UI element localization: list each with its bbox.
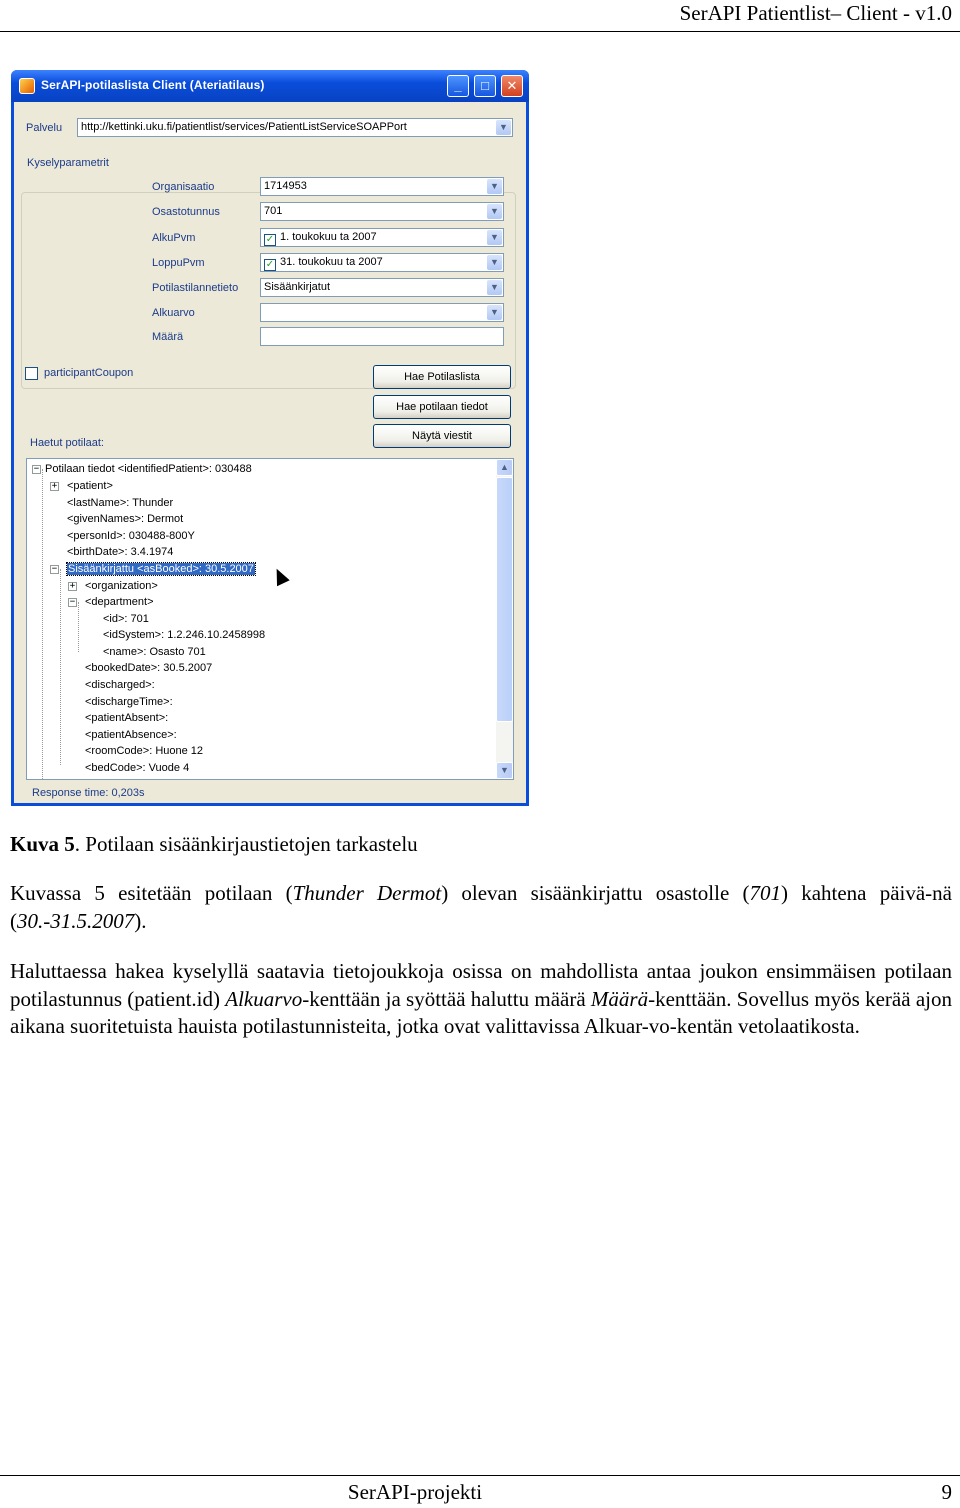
tree-node-birth-date[interactable]: [67, 544, 173, 560]
paragraph-1-text: ) kahtena päivä-nä (: [10, 881, 952, 933]
collapse-icon[interactable]: −: [69, 597, 76, 607]
organisaatio-combo[interactable]: [260, 177, 504, 196]
expand-icon[interactable]: +: [51, 481, 58, 491]
collapse-icon[interactable]: −: [33, 464, 40, 474]
osastotunnus-label: Osastotunnus: [152, 206, 220, 218]
participant-coupon-label: participantCoupon: [44, 367, 134, 379]
paragraph-2-alkuarvo: Alkuarvo: [225, 986, 303, 1011]
paragraph-1-text: ) olevan sisäänkirjattu osastolle (: [441, 881, 750, 905]
tree-node-text: <roomCode>: Huone 12: [85, 745, 204, 757]
scroll-up-icon[interactable]: ▲: [496, 459, 513, 476]
loppupvm-datepicker[interactable]: [260, 253, 504, 272]
results-label: Haetut potilaat:: [30, 437, 104, 449]
service-url-value: http://kettinki.uku.fi/patientlist/services/PatientListServiceSOAPPort: [81, 121, 407, 133]
tree-node-organization[interactable]: [67, 578, 158, 594]
tree-node-text: <givenNames>: Dermot: [67, 513, 184, 525]
tree-node-id-system[interactable]: [103, 627, 265, 643]
header-rule: [0, 31, 960, 32]
tree-node-patient[interactable]: [49, 478, 113, 494]
paragraph-1-department: 701: [749, 881, 781, 905]
fetch-patient-details-button[interactable]: Hae potilaan tiedot: [373, 395, 511, 419]
tree-node-text: <lastName>: Thunder: [67, 497, 174, 509]
paragraph-1: [10, 880, 952, 935]
tree-node-name[interactable]: [103, 644, 206, 660]
tree-node-text: <id>: 701: [103, 613, 149, 625]
tree-node-text: <idSystem>: 1.2.246.10.2458998: [103, 629, 266, 641]
tree-node-as-booked[interactable]: [49, 561, 255, 577]
chevron-down-icon[interactable]: ▼: [487, 255, 502, 270]
potilastilannetieto-label: Potilastilannetieto: [152, 282, 239, 294]
organisaatio-label: Organisaatio: [152, 181, 215, 193]
tree-node-text: <birthDate>: 3.4.1974: [67, 546, 174, 558]
app-icon: [19, 78, 35, 94]
footer-rule: [0, 1475, 960, 1476]
tree-node-text: <patientAbsence>:: [85, 729, 177, 741]
tree-node-text: <organization>: [85, 580, 158, 592]
chevron-down-icon[interactable]: ▼: [487, 280, 502, 295]
tree-node-booked-date[interactable]: [85, 660, 212, 676]
expand-icon[interactable]: +: [69, 581, 76, 591]
alkupvm-checkbox[interactable]: ✓: [265, 234, 275, 245]
show-messages-button[interactable]: Näytä viestit: [373, 424, 511, 448]
potilastilannetieto-value: Sisäänkirjatut: [264, 281, 331, 293]
paragraph-1-patient-name: Thunder Dermot: [292, 881, 442, 905]
tree-node-bed-code[interactable]: [85, 760, 189, 776]
patient-tree-view[interactable]: [26, 458, 514, 780]
paragraph-2-text: Haluttaessa hakea kyselyllä saatavia tietojoukkoja osissa on mahdollista antaa joukon ensimmäisen potilaan potilastunnus (patient.id): [10, 959, 952, 1011]
loppupvm-checkbox[interactable]: ✓: [265, 259, 275, 270]
chevron-down-icon[interactable]: ▼: [496, 120, 511, 135]
tree-connector: [60, 569, 61, 765]
paragraph-2-text: -kenttään ja syöttää haluttu määrä: [302, 986, 591, 1011]
app-window: [11, 70, 529, 806]
collapse-icon[interactable]: −: [51, 564, 58, 574]
caption-label: Kuva 5: [10, 832, 75, 856]
alkuarvo-label: Alkuarvo: [152, 307, 195, 319]
tree-node-given-names[interactable]: [67, 511, 183, 527]
chevron-down-icon[interactable]: ▼: [487, 230, 502, 245]
tree-node-id[interactable]: [103, 611, 149, 627]
tree-node-text: <bookedDate>: 30.5.2007: [85, 662, 213, 674]
title-bar[interactable]: [11, 70, 529, 102]
client-area: [14, 102, 526, 803]
tree-node-text: <discharged>:: [85, 679, 155, 691]
tree-node-patient-absence[interactable]: [85, 727, 177, 743]
paragraph-1-dates: 30.-31.5.2007: [17, 908, 135, 933]
tree-node-text: Potilaan tiedot <identifiedPatient>: 030488: [45, 463, 252, 475]
tree-node-person-id[interactable]: [67, 528, 195, 544]
fetch-patient-list-button[interactable]: Hae Potilaslista: [373, 365, 511, 389]
paragraph-2-maara: Määrä: [590, 986, 649, 1011]
organisaatio-value: 1714953: [264, 180, 307, 192]
footer-project: SerAPI-projekti: [347, 1480, 483, 1504]
tree-node-discharge-time[interactable]: [85, 694, 173, 710]
paragraph-1-text: ).: [134, 908, 147, 933]
tree-node-discharged[interactable]: [85, 677, 155, 693]
service-url-combo[interactable]: [77, 118, 513, 137]
scrollbar-thumb[interactable]: [496, 477, 513, 722]
tree-node-department[interactable]: [67, 594, 154, 610]
mouse-cursor-icon: [270, 566, 289, 586]
potilastilannetieto-combo[interactable]: [260, 278, 504, 297]
chevron-down-icon[interactable]: ▼: [487, 204, 502, 219]
caption-text: . Potilaan sisäänkirjaustietojen tarkastelu: [74, 832, 418, 856]
osastotunnus-value: 701: [264, 205, 283, 217]
scroll-down-icon[interactable]: ▼: [496, 762, 513, 779]
tree-node-text: <personId>: 030488-800Y: [67, 530, 195, 542]
alkupvm-label: AlkuPvm: [152, 232, 196, 244]
tree-node-patient-absent[interactable]: [85, 710, 168, 726]
response-time: Response time: 0,203s: [32, 787, 145, 799]
chevron-down-icon[interactable]: ▼: [487, 305, 502, 320]
tree-node-text: <name>: Osasto 701: [103, 646, 206, 658]
tree-node-text: <dischargeTime>:: [85, 696, 173, 708]
osastotunnus-combo[interactable]: [260, 202, 504, 221]
tree-connector: [42, 469, 43, 780]
tree-node-room-code[interactable]: [85, 743, 203, 759]
window-title: SerAPI-potilaslista Client (Ateriatilaus): [41, 78, 265, 92]
alkupvm-value: 1. toukokuu ta 2007: [280, 231, 377, 243]
tree-node-text: <department>: [85, 596, 154, 608]
tree-node-text: <bedCode>: Vuode 4: [85, 762, 190, 774]
participant-coupon-checkbox[interactable]: [25, 367, 38, 380]
paragraph-2-text: -kenttään. Sovellus myös kerää ajon aikana suoritetuista hauista potilastunnisteita, jotka ovat valittavissa Alkuar-vo-kentän vetolaatikosta.: [10, 986, 952, 1038]
footer-page-number: 9: [941, 1480, 952, 1504]
close-button[interactable]: ✕: [501, 75, 523, 97]
loppupvm-value: 31. toukokuu ta 2007: [280, 256, 383, 268]
query-parameters-title: Kyselyparametrit: [27, 157, 109, 169]
loppupvm-label: LoppuPvm: [152, 257, 205, 269]
tree-node-text-selected: Sisäänkirjattu <asBooked>: 30.5.2007: [68, 563, 254, 575]
tree-node-text: <patient>: [67, 480, 113, 492]
document-header-title: SerAPI Patientlist– Client - v1.0: [679, 1, 952, 25]
alkuarvo-combo[interactable]: [260, 303, 504, 322]
alkupvm-datepicker[interactable]: [260, 228, 504, 247]
service-label: Palvelu: [26, 122, 63, 134]
minimize-button[interactable]: _: [447, 75, 469, 97]
chevron-down-icon[interactable]: ▼: [487, 179, 502, 194]
maximize-button[interactable]: □: [474, 75, 496, 97]
figure-caption: [10, 832, 418, 857]
tree-scrollbar[interactable]: [496, 459, 513, 779]
paragraph-2: [10, 958, 952, 1041]
paragraph-1-text: Kuvassa 5 esitetään potilaan (: [10, 881, 293, 905]
tree-node-text: <patientAbsent>:: [85, 712, 169, 724]
tree-node-identified-patient[interactable]: [31, 461, 252, 477]
tree-node-last-name[interactable]: [67, 495, 173, 511]
maara-input[interactable]: [260, 327, 504, 346]
maara-label: Määrä: [152, 331, 184, 343]
